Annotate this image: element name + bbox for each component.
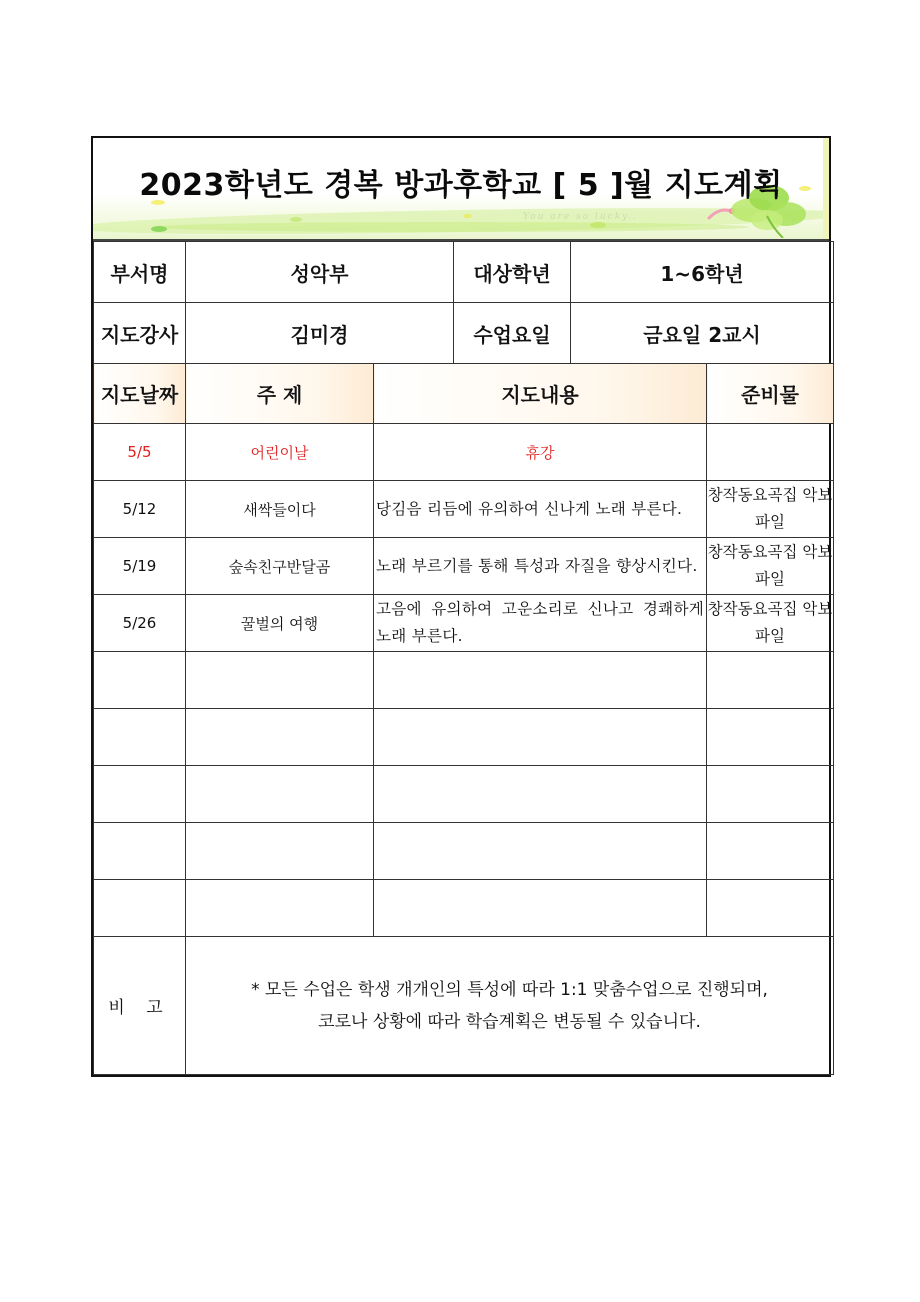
row-content [374,652,707,709]
row-topic: 어린이날 [186,424,374,481]
table-row [94,766,834,823]
row-topic: 꿀벌의 여행 [186,595,374,652]
remarks-line-1: * 모든 수업은 학생 개개인의 특성에 따라 1:1 맞춤수업으로 진행되며, [251,979,768,1000]
table-row [94,481,834,538]
info-row-instructor [94,303,834,364]
column-header-materials: 준비물 [707,364,834,424]
row-date: 5/12 [94,481,186,538]
banner-wave-decoration [153,222,749,232]
target-grade-label: 대상학년 [454,242,571,303]
row-content: 당김음 리듬에 유의하여 신나게 노래 부른다. [374,481,707,538]
row-date [94,709,186,766]
row-date [94,880,186,937]
table-row [94,880,834,937]
remarks-label: 비 고 [94,937,186,1075]
row-content [374,823,707,880]
column-header-date: 지도날짜 [94,364,186,424]
instructor-value: 김미경 [186,303,454,364]
row-content: 노래 부르기를 통해 특성과 자질을 향상시킨다. [374,538,707,595]
remarks-text [186,937,834,1075]
banner-dot-decoration [590,222,606,228]
row-content [374,880,707,937]
row-date [94,766,186,823]
row-content: 고음에 유의하여 고운소리로 신나고 경쾌하게 노래 부른다. [374,595,707,652]
table-row [94,538,834,595]
row-topic: 새싹들이다 [186,481,374,538]
table-row [94,709,834,766]
target-grade-value: 1~6학년 [571,242,834,303]
column-header-content: 지도내용 [374,364,707,424]
row-date: 5/19 [94,538,186,595]
row-topic [186,709,374,766]
department-label: 부서명 [94,242,186,303]
row-topic: 숲속친구반달곰 [186,538,374,595]
table-row [94,652,834,709]
row-materials: 창작동요곡집 악보파일 [707,481,834,538]
row-materials [707,709,834,766]
row-date [94,823,186,880]
banner-dot-decoration [151,226,167,232]
banner-dot-decoration [463,214,472,218]
title-banner [93,138,829,241]
row-date: 5/26 [94,595,186,652]
row-materials [707,652,834,709]
row-topic [186,880,374,937]
column-header-topic: 주 제 [186,364,374,424]
row-materials: 창작동요곡집 악보파일 [707,595,834,652]
row-date [94,652,186,709]
monthly-plan-document [91,136,831,1077]
remarks-line-2: 코로나 상황에 따라 학습계획은 변동될 수 있습니다. [318,1011,701,1032]
row-materials [707,424,834,481]
banner-dot-decoration [290,217,302,222]
row-topic [186,652,374,709]
class-day-value: 금요일 2교시 [571,303,834,364]
info-row-department [94,242,834,303]
row-materials [707,880,834,937]
plan-table [93,241,834,1075]
document-title: 2023학년도 경복 방과후학교 [ 5 ]월 지도계획 [139,168,783,203]
department-value: 성악부 [186,242,454,303]
row-content: 휴강 [374,424,707,481]
row-content [374,766,707,823]
row-content [374,709,707,766]
row-topic [186,766,374,823]
table-row [94,595,834,652]
instructor-label: 지도강사 [94,303,186,364]
banner-caption: You are so lucky.. [523,212,638,222]
row-topic [186,823,374,880]
row-date: 5/5 [94,424,186,481]
row-materials [707,766,834,823]
remarks-row [94,937,834,1075]
table-row [94,823,834,880]
table-row [94,424,834,481]
class-day-label: 수업요일 [454,303,571,364]
row-materials: 창작동요곡집 악보파일 [707,538,834,595]
row-materials [707,823,834,880]
table-header-row [94,364,834,424]
